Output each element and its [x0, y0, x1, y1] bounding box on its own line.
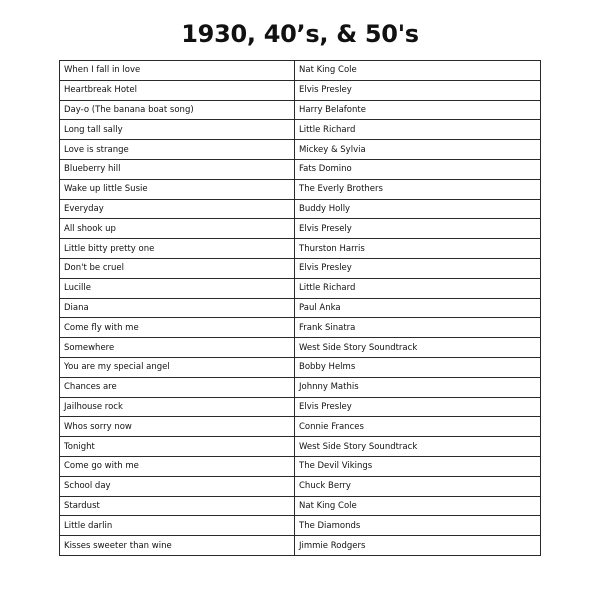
artist-cell: The Diamonds	[295, 516, 541, 536]
artist-cell: Thurston Harris	[295, 239, 541, 259]
table-row	[60, 456, 541, 476]
table-row	[60, 417, 541, 437]
artist-cell: Jimmie Rodgers	[295, 536, 541, 556]
table-row	[60, 397, 541, 417]
song-title-cell: Little bitty pretty one	[60, 239, 295, 259]
song-table-body	[60, 61, 541, 556]
artist-cell: Elvis Presely	[295, 219, 541, 239]
table-row	[60, 100, 541, 120]
table-row	[60, 437, 541, 457]
table-row	[60, 61, 541, 81]
song-title-cell: Kisses sweeter than wine	[60, 536, 295, 556]
artist-cell: Johnny Mathis	[295, 377, 541, 397]
song-title-cell: Chances are	[60, 377, 295, 397]
song-title-cell: Stardust	[60, 496, 295, 516]
table-row	[60, 476, 541, 496]
artist-cell: Elvis Presley	[295, 80, 541, 100]
table-row	[60, 318, 541, 338]
artist-cell: Little Richard	[295, 278, 541, 298]
song-title-cell: Whos sorry now	[60, 417, 295, 437]
artist-cell: Nat King Cole	[295, 496, 541, 516]
song-title-cell: School day	[60, 476, 295, 496]
song-title-cell: Diana	[60, 298, 295, 318]
table-row	[60, 120, 541, 140]
song-title-cell: Come fly with me	[60, 318, 295, 338]
table-row	[60, 258, 541, 278]
song-title-cell: Tonight	[60, 437, 295, 457]
table-row	[60, 377, 541, 397]
artist-cell: Bobby Helms	[295, 357, 541, 377]
table-row	[60, 338, 541, 358]
song-title-cell: Wake up little Susie	[60, 179, 295, 199]
artist-cell: Fats Domino	[295, 159, 541, 179]
song-title-cell: Little darlin	[60, 516, 295, 536]
artist-cell: Elvis Presley	[295, 397, 541, 417]
artist-cell: Connie Frances	[295, 417, 541, 437]
song-title-cell: Day-o (The banana boat song)	[60, 100, 295, 120]
table-row	[60, 239, 541, 259]
table-row	[60, 140, 541, 160]
song-title-cell: Don't be cruel	[60, 258, 295, 278]
artist-cell: Mickey & Sylvia	[295, 140, 541, 160]
song-title-cell: When I fall in love	[60, 61, 295, 81]
artist-cell: Nat King Cole	[295, 61, 541, 81]
table-row	[60, 536, 541, 556]
song-title-cell: Blueberry hill	[60, 159, 295, 179]
song-title-cell: Jailhouse rock	[60, 397, 295, 417]
table-row	[60, 516, 541, 536]
artist-cell: West Side Story Soundtrack	[295, 338, 541, 358]
artist-cell: Paul Anka	[295, 298, 541, 318]
table-row	[60, 298, 541, 318]
song-title-cell: Long tall sally	[60, 120, 295, 140]
song-title-cell: All shook up	[60, 219, 295, 239]
song-title-cell: Lucille	[60, 278, 295, 298]
artist-cell: West Side Story Soundtrack	[295, 437, 541, 457]
table-row	[60, 496, 541, 516]
table-row	[60, 159, 541, 179]
page-title: 1930, 40’s, & 50's	[181, 20, 419, 48]
artist-cell: Buddy Holly	[295, 199, 541, 219]
table-row	[60, 80, 541, 100]
table-row	[60, 278, 541, 298]
table-row	[60, 179, 541, 199]
song-title-cell: Come go with me	[60, 456, 295, 476]
table-row	[60, 199, 541, 219]
artist-cell: The Everly Brothers	[295, 179, 541, 199]
table-row	[60, 357, 541, 377]
artist-cell: Frank Sinatra	[295, 318, 541, 338]
song-table	[59, 60, 541, 556]
table-row	[60, 219, 541, 239]
artist-cell: Chuck Berry	[295, 476, 541, 496]
song-title-cell: Everyday	[60, 199, 295, 219]
song-title-cell: You are my special angel	[60, 357, 295, 377]
artist-cell: The Devil Vikings	[295, 456, 541, 476]
song-title-cell: Somewhere	[60, 338, 295, 358]
artist-cell: Little Richard	[295, 120, 541, 140]
artist-cell: Harry Belafonte	[295, 100, 541, 120]
song-title-cell: Love is strange	[60, 140, 295, 160]
song-title-cell: Heartbreak Hotel	[60, 80, 295, 100]
artist-cell: Elvis Presley	[295, 258, 541, 278]
